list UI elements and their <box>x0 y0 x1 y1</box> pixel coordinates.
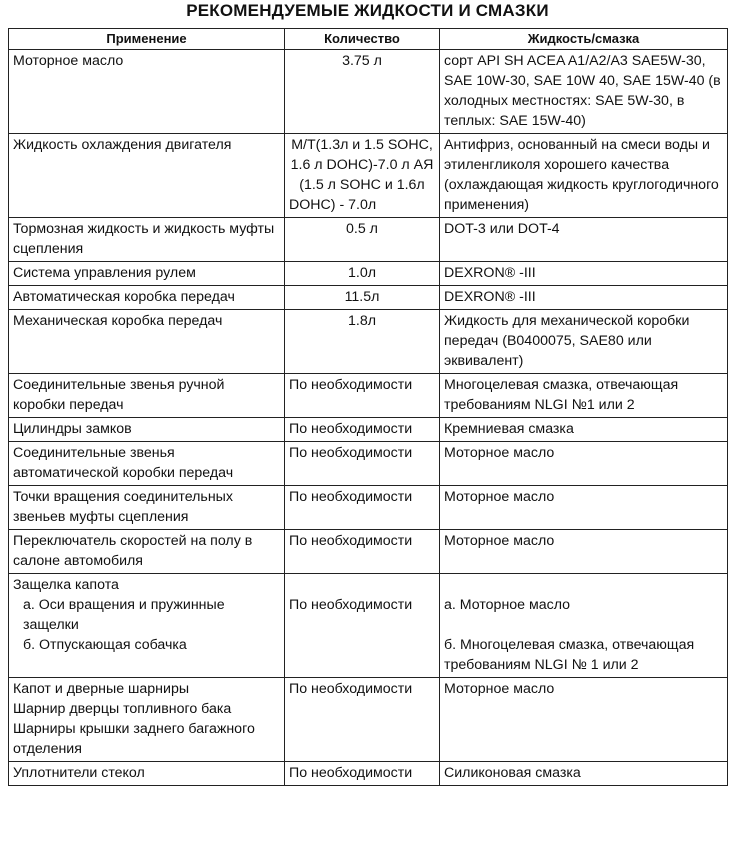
table-row <box>9 486 728 530</box>
fluid-cell: DEXRON® -III <box>440 286 728 310</box>
fluid-cell: Силиконовая смазка <box>440 762 728 786</box>
table-row <box>9 286 728 310</box>
header-quantity: Количество <box>285 29 440 50</box>
table-row <box>9 418 728 442</box>
header-usage: Применение <box>9 29 285 50</box>
table-row-glass-seals <box>9 762 728 786</box>
hood-latch-item-a: а. Оси вращения и пружинные защелки <box>23 597 225 633</box>
usage-cell: Автоматическая коробка передач <box>9 286 285 310</box>
quantity-cell: 1.0л <box>285 262 440 286</box>
fluid-cell: Моторное масло <box>440 530 728 574</box>
quantity-cell: 11.5л <box>285 286 440 310</box>
fluid-cell: Антифриз, основанный на смеси воды и этиленгликоля хорошего качества (охлаждающая жидкость круглогодичного применения) <box>440 134 728 218</box>
fluid-cell: Моторное масло <box>440 486 728 530</box>
usage-cell: Уплотнители стекол <box>9 762 285 786</box>
usage-cell: Система управления рулем <box>9 262 285 286</box>
fluid-cell <box>440 574 728 678</box>
table-row <box>9 50 728 134</box>
fluid-cell: Моторное масло <box>440 678 728 762</box>
hinge-item-1: Капот и дверные шарниры <box>13 681 190 697</box>
usage-cell: Моторное масло <box>9 50 285 134</box>
fluid-cell: Кремниевая смазка <box>440 418 728 442</box>
table-row <box>9 218 728 262</box>
quantity-cell: По необходимости <box>285 678 440 762</box>
quantity-cell: По необходимости <box>285 442 440 486</box>
hinge-item-3: Шарниры крышки заднего багажного отделения <box>13 721 255 757</box>
hinge-item-2: Шарнир дверцы топливного бака <box>13 701 232 717</box>
usage-cell: Соединительные звенья ручной коробки передач <box>9 374 285 418</box>
table-row <box>9 442 728 486</box>
quantity-cell: 0.5 л <box>285 218 440 262</box>
quantity-cell: По необходимости <box>285 418 440 442</box>
fluid-cell: DOT-3 или DOT-4 <box>440 218 728 262</box>
table-row-hood-latch <box>9 574 728 678</box>
fluids-table <box>8 28 728 786</box>
fluid-cell: Моторное масло <box>440 442 728 486</box>
header-fluid: Жидкость/смазка <box>440 29 728 50</box>
hood-latch-item-b: б. Отпускающая собачка <box>23 637 187 653</box>
usage-cell: Механическая коробка передач <box>9 310 285 374</box>
fluid-cell: Жидкость для механической коробки передач (B0400075, SAE80 или эквивалент) <box>440 310 728 374</box>
usage-cell: Точки вращения соединительных звеньев муфты сцепления <box>9 486 285 530</box>
usage-cell <box>9 678 285 762</box>
usage-cell: Тормозная жидкость и жидкость муфты сцепления <box>9 218 285 262</box>
hood-latch-fluid-a: а. Моторное масло <box>444 597 571 613</box>
quantity-cell: По необходимости <box>285 530 440 574</box>
usage-cell: Цилиндры замков <box>9 418 285 442</box>
fluid-cell: Многоцелевая смазка, отвечающая требованиям NLGI №1 или 2 <box>440 374 728 418</box>
quantity-cell: По необходимости <box>285 762 440 786</box>
table-row <box>9 530 728 574</box>
table-row <box>9 374 728 418</box>
quantity-cell: M/T(1.3л и 1.5 SOHC, 1.6 л DOHC)-7.0 л АЯ (1.5 л SOHC и 1.6л DOHC) - 7.0л <box>285 134 440 218</box>
quantity-cell: По необходимости <box>285 374 440 418</box>
table-header-row <box>9 29 728 50</box>
quantity-cell: По необходимости <box>285 486 440 530</box>
fluid-cell: DEXRON® -III <box>440 262 728 286</box>
table-row <box>9 310 728 374</box>
hood-latch-title: Защелка капота <box>13 577 119 593</box>
usage-cell: Жидкость охлаждения двигателя <box>9 134 285 218</box>
quantity-cell: 1.8л <box>285 310 440 374</box>
usage-cell: Соединительные звенья автоматической коробки передач <box>9 442 285 486</box>
hood-latch-fluid-b: б. Многоцелевая смазка, отвечающая требованиям NLGI № 1 или 2 <box>444 637 695 673</box>
fluid-cell: сорт API SH ACEA A1/A2/A3 SAE5W-30, SAE 10W-30, SAE 10W 40, SAE 15W-40 (в холодных местностях: SAE 5W-30, в теплых: SAE 15W-40) <box>440 50 728 134</box>
table-row-hinges <box>9 678 728 762</box>
quantity-cell: 3.75 л <box>285 50 440 134</box>
page-title: РЕКОМЕНДУЕМЫЕ ЖИДКОСТИ И СМАЗКИ <box>186 1 549 20</box>
table-row <box>9 262 728 286</box>
usage-cell <box>9 574 285 678</box>
hood-latch-quantity: По необходимости <box>289 597 413 613</box>
usage-cell: Переключатель скоростей на полу в салоне автомобиля <box>9 530 285 574</box>
table-row <box>9 134 728 218</box>
quantity-cell <box>285 574 440 678</box>
